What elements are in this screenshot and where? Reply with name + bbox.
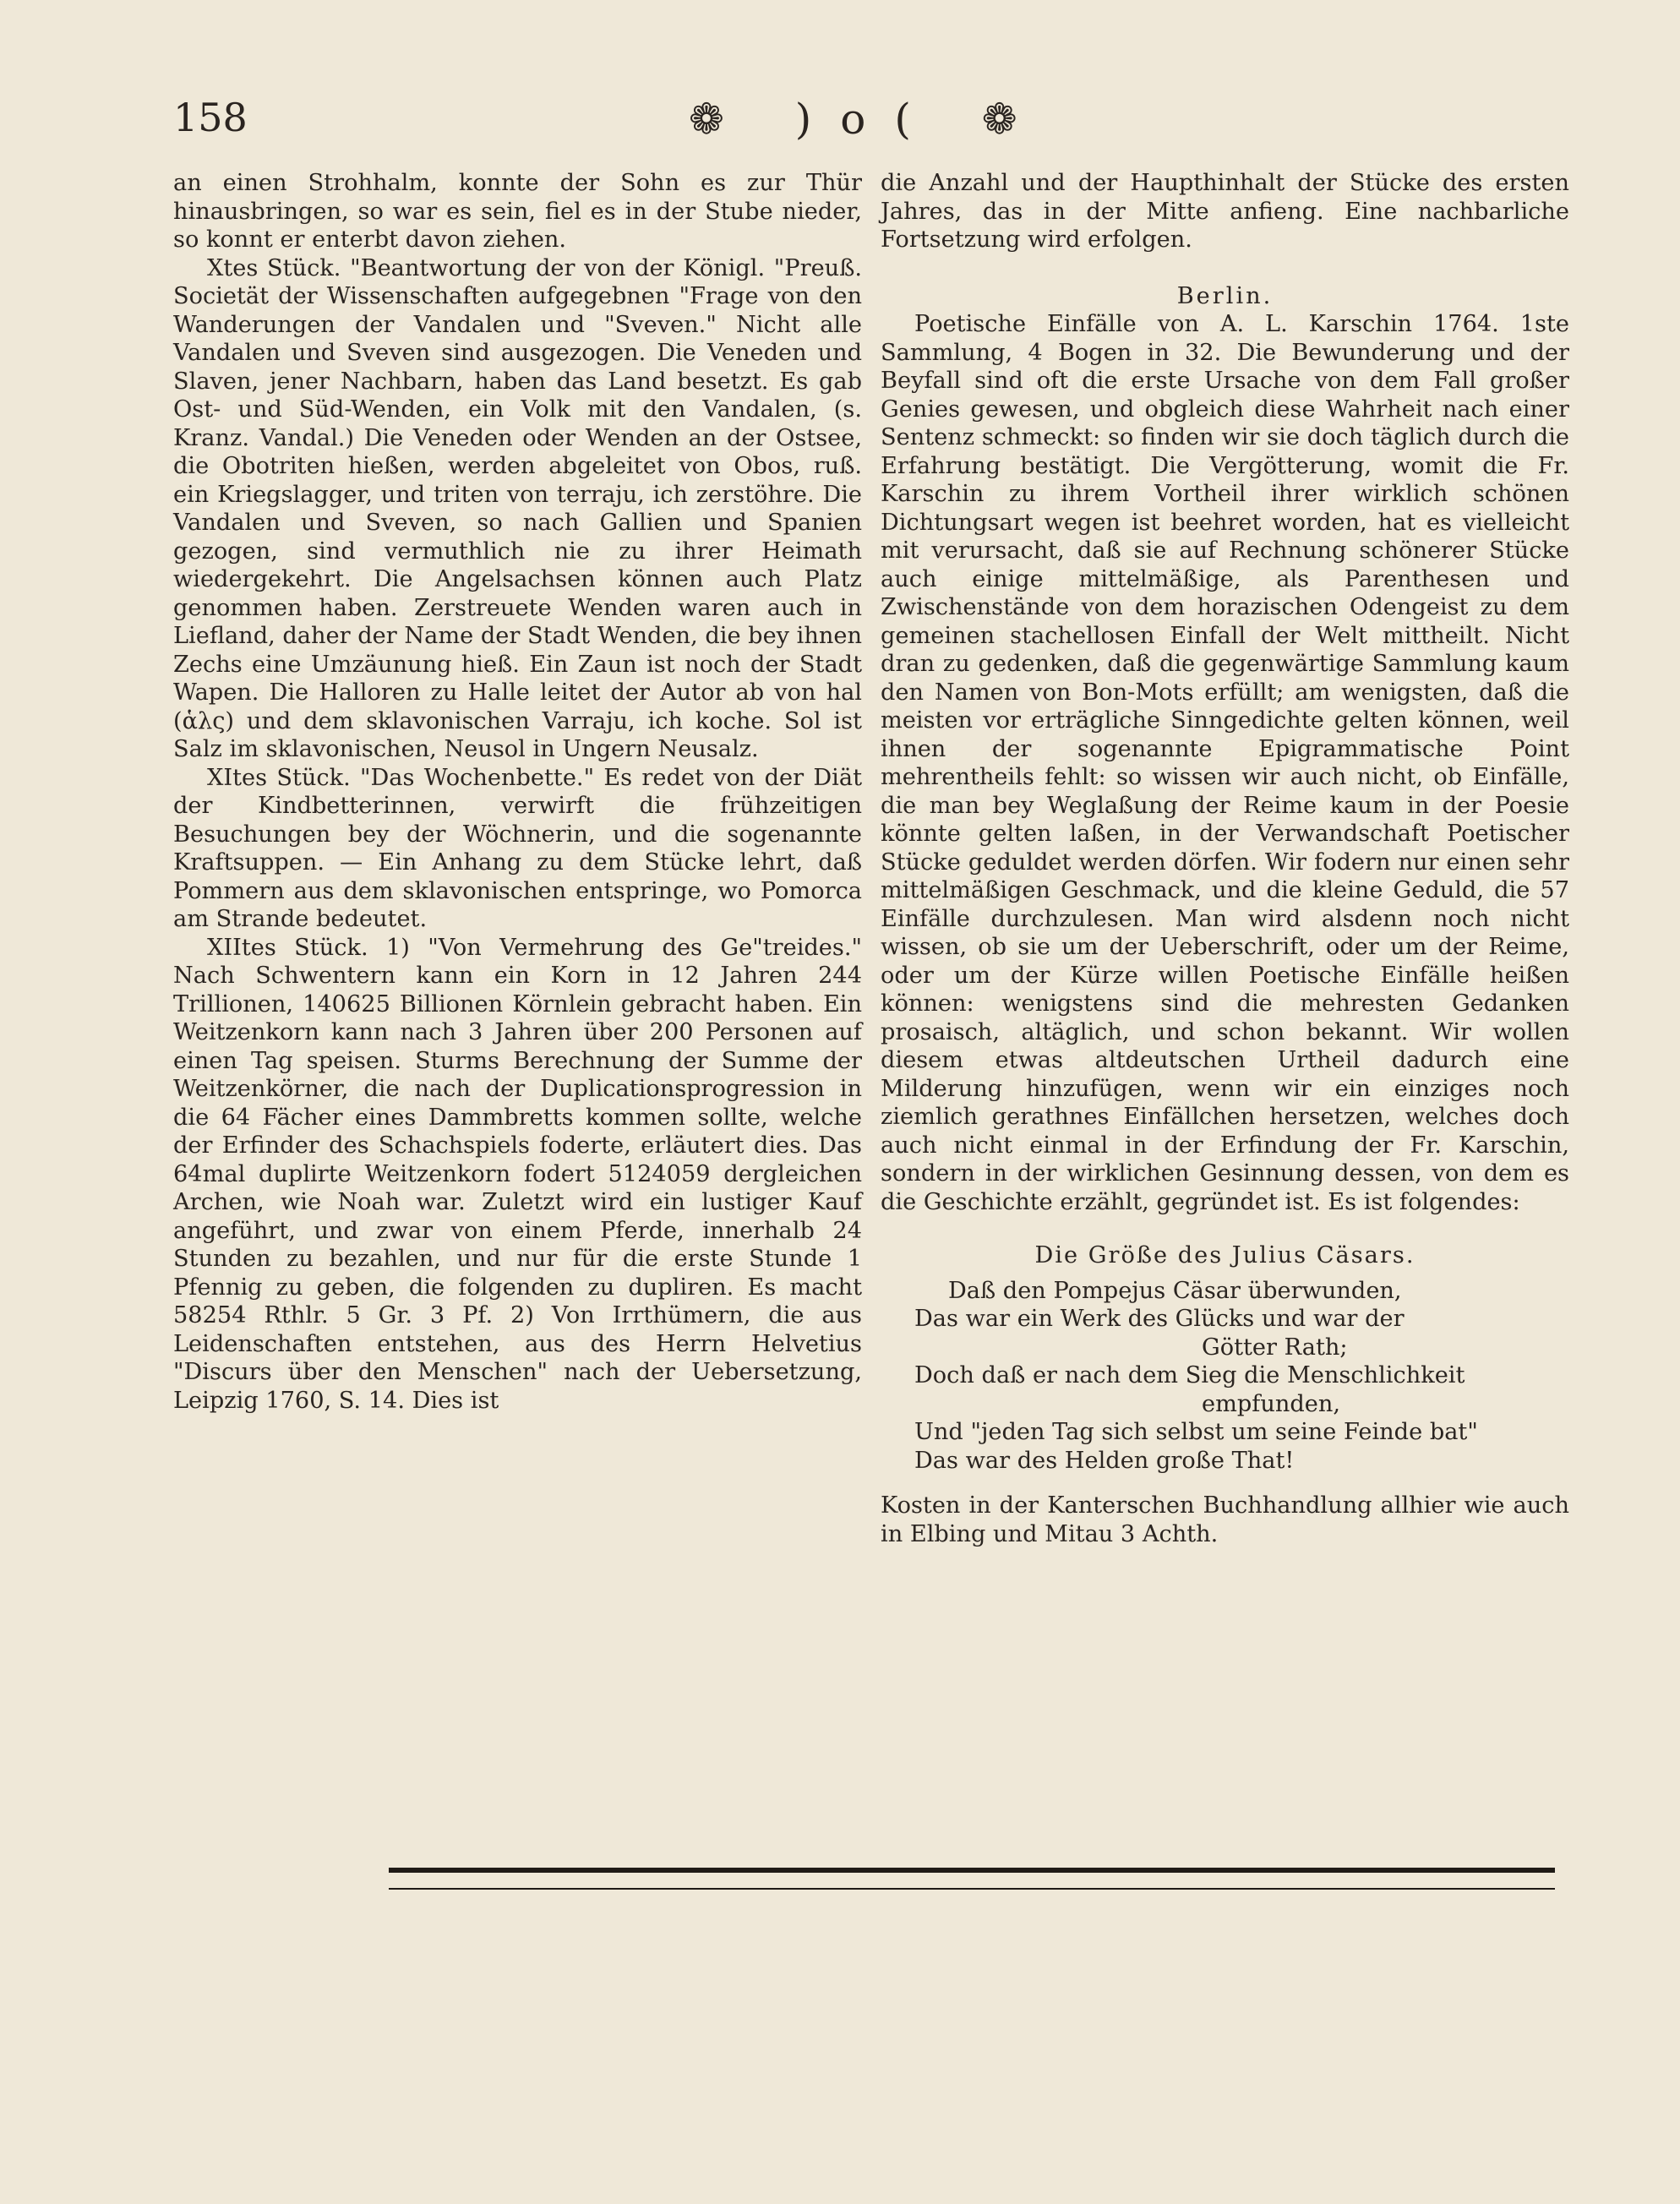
poem-line-continuation: empfunden, (1202, 1390, 1341, 1417)
poem-line: Doch daß er nach dem Sieg die Menschlichkeit (914, 1362, 1465, 1388)
poem-line: Daß den Pompejus Cäsar überwunden, (948, 1277, 1402, 1304)
ornament-divider: ❁ )o( ❁ (689, 95, 1046, 144)
decorative-rule (389, 1868, 1555, 1890)
paragraph: Poetische Einfälle von A. L. Karschin 1764. 1ste Sammlung, 4 Bogen in 32. Die Bewunderung und der Beyfall sind oft die erste Ursache von dem Fall großer Genies gewesen, und obgleich diese Wahrheit nach einer Sentenz schmeckt: so finden wir sie doch täglich durch die Erfahrung bestätigt. Die Vergötterung, womit die Fr. Karschin zu ihrem Vortheil ihrer wirklich schönen Dichtungsart wegen ist beehret worden, hat es vielleicht mit verursacht, daß sie auf Rechnung schönerer Stücke auch einige mittelmäßige, als Parenthesen und Zwischenstände von dem horazischen Odengeist zu dem gemeinen stachellosen Einfall der Welt mittheilt. Nicht dran zu gedenken, daß die gegenwärtige Sammlung kaum den Namen von Bon-Mots erfüllt; am wenigsten, daß die meisten vor erträgliche Sinngedichte gelten können, weil ihnen der sogenannte Epigrammatische Point mehrentheils fehlt: so wissen wir auch nicht, ob Einfälle, die man bey Weglaßung der Reime kaum in der Poesie könnte gelten laßen, in der Verwandschaft Poetischer Stücke geduldet werden dörfen. Wir fodern nur einen sehr mittelmäßigen Geschmack, und die kleine Geduld, die 57 Einfälle durchzulesen. Man wird alsdenn noch nicht wissen, ob sie um der Ueberschrift, oder um der Reime, oder um der Kürze willen Poetische Einfälle heißen können: wenigstens sind die mehresten Gedanken prosaisch, altäglich, und schon bekannt. Wir wollen diesem etwas altdeutschen Urtheil dadurch eine Milderung hinzufügen, wenn wir ein einziges noch ziemlich gerathnes Einfällchen hersetzen, welches doch auch nicht einmal in der Erfindung der Fr. Karschin, sondern in der wirklichen Gesinnung dessen, von dem es die Geschichte erzählt, gegründet ist. Es ist folgendes: (881, 311, 1569, 1215)
poem-line: Das war ein Werk des Glücks und war der (914, 1306, 1405, 1332)
right-column (881, 169, 1569, 1548)
left-column (173, 169, 862, 1415)
paragraph: XItes Stück. "Das Wochenbette." Es redet von der Diät der Kindbetterinnen, verwirft die frühzeitigen Besuchungen bey der Wöchnerin, und die sogenannte Kraftsuppen. — Ein Anhang zu dem Stücke lehrt, daß Pommern aus dem sklavonischen entspringe, wo Pomorca am Strande bedeutet. (173, 764, 862, 932)
page-header (173, 95, 1528, 162)
poem-line-continuation: Götter Rath; (1202, 1334, 1348, 1361)
section-heading: Berlin. (1176, 282, 1274, 309)
poem-line: Das war des Helden große That! (914, 1447, 1295, 1474)
page-number: 158 (173, 95, 248, 140)
poem-title: Die Größe des Julius Cäsars. (1034, 1242, 1415, 1268)
poem-line: Und "jeden Tag sich selbst um seine Feinde bat" (914, 1419, 1478, 1445)
paragraph: die Anzahl und der Haupthinhalt der Stücke des ersten Jahres, das in der Mitte anfieng. Eine nachbarliche Fortsetzung wird erfolgen. (881, 170, 1569, 253)
paragraph: Xtes Stück. "Beantwortung der von der Königl. "Preuß. Societät der Wissenschaften aufgegebnen "Frage von den Wanderungen der Vandalen und "Sveven." Nicht alle Vandalen und Sveven sind ausgezogen. Die Veneden und Slaven, jener Nachbarn, haben das Land besetzt. Es gab Ost- und Süd-Wenden, ein Volk mit den Vandalen, (s. Kranz. Vandal.) Die Veneden oder Wenden an der Ostsee, die Obotriten hießen, werden abgeleitet von Obos, ruß. ein Kriegslagger, und triten von terraju, ich zerstöhre. Die Vandalen und Sveven, so nach Gallien und Spanien gezogen, sind vermuthlich nie zu ihrer Heimath wiedergekehrt. Die Angelsachsen können auch Platz genommen haben. Zerstreuete Wenden waren auch in Liefland, daher der Name der Stadt Wenden, die bey ihnen Zechs eine Umzäunung hieß. Ein Zaun ist noch der Stadt Wapen. Die Halloren zu Halle leitet der Autor ab von hal (ἁλς) und dem sklavonischen Varraju, ich koche. Sol ist Salz im sklavonischen, Neusol in Ungern Neusalz. (173, 254, 862, 762)
poem (881, 1277, 1569, 1476)
paragraph: Kosten in der Kanterschen Buchhandlung allhier wie auch in Elbing und Mitau 3 Achth. (881, 1492, 1569, 1547)
paragraph: an einen Strohhalm, konnte der Sohn es zur Thür hinausbringen, so war es sein, fiel es in der Stube nieder, so konnt er enterbt davon ziehen. (173, 170, 862, 253)
paragraph: XIItes Stück. 1) "Von Vermehrung des Ge"treides." Nach Schwentern kann ein Korn in 12 Jahren 244 Trillionen, 140625 Billionen Körnlein gebracht haben. Ein Weitzenkorn kann nach 3 Jahren über 200 Personen auf einen Tag speisen. Sturms Berechnung der Summe der Weitzenkörner, die nach der Duplicationsprogression in die 64 Fächer eines Dammbretts kommen sollte, welche der Erfinder des Schachspiels foderte, erläutert dies. Das 64mal duplirte Weitzenkorn fodert 5124059 dergleichen Archen, wie Noah war. Zuletzt wird ein lustiger Kauf angeführt, und zwar von einem Pferde, innerhalb 24 Stunden zu bezahlen, und nur für die erste Stunde 1 Pfennig zu geben, die folgenden zu dupliren. Es macht 58254 Rthlr. 5 Gr. 3 Pf. 2) Von Irrthümern, die aus Leidenschaften entstehen, aus des Herrn Helvetius "Discurs über den Menschen" nach der Uebersetzung, Leipzig 1760, S. 14. Dies ist (173, 934, 862, 1414)
